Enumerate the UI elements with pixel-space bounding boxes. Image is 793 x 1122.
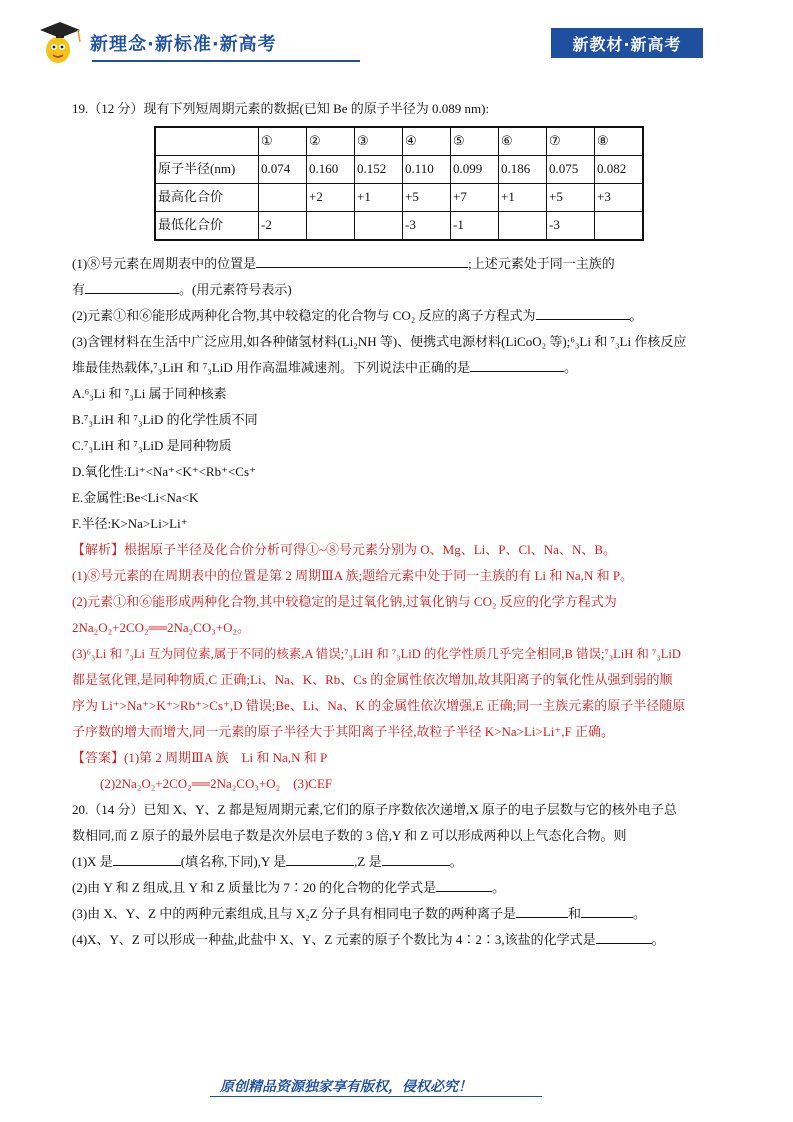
analysis-line: (2)元素①和⑥能形成两种化合物,其中较稳定的是过氧化钠,过氧化钠与 CO₂ 反应的化学方程式为 (72, 594, 617, 609)
q20-stem-cont: 数相同,而 Z 原子的最外层电子数是次外层电子数的 3 倍,Y 和 Z 可以形成两种以上气态化合物。则 (72, 828, 627, 843)
answer-blank[interactable] (113, 850, 181, 866)
q19-part1-text: 有 (72, 282, 86, 297)
q19-part2 (72, 303, 722, 329)
q19-part2-text: 。 (629, 308, 643, 323)
element-data-table (154, 126, 644, 241)
answer-blank[interactable] (536, 304, 630, 320)
q20-part4-text: 。 (651, 932, 665, 947)
table-cell (595, 212, 644, 241)
analysis-line: (3)⁶₃Li 和 ⁷₃Li 互为同位素,属于不同的核素,A 错误;⁷₃LiH 和 ⁷₃LiD 的化学性质几乎完全相同,B 错误;⁷₃LiH 和 ⁷₃LiD (72, 647, 681, 661)
analysis-line: 序为 Li⁺>Na⁺>K⁺>Rb⁺>Cs⁺,D 错误;Be、Li、Na、K 的金属性依次增强,E 正确;同一主族元素的原子半径随原 (72, 698, 686, 713)
q20-stem: 20.（14 分）已知 X、Y、Z 都是短周期元素,它们的原子序数依次递增,X 原子的电子层数与它的核外电子总 (72, 802, 677, 817)
q20-part2-text: (2)由 Y 和 Z 组成,且 Y 和 Z 质量比为 7∶20 的化合物的化学式是 (72, 880, 437, 895)
q20-part1 (72, 849, 722, 875)
option-f: F.半径:K>Na>Li>Li⁺ (72, 516, 188, 531)
q19-part3-text: 。 (564, 360, 578, 375)
q20-part2 (72, 875, 722, 901)
header-badge: 新教材·新高考 (551, 28, 703, 58)
table-cell: 最低化合价 (155, 212, 259, 241)
table-cell: 0.186 (499, 156, 547, 184)
answer-blank[interactable] (256, 252, 468, 268)
table-cell: 0.099 (451, 156, 499, 184)
table-cell (307, 212, 355, 241)
q19-part2-text: (2)元素①和⑥能形成两种化合物,其中较稳定的化合物与 CO₂ 反应的离子方程式为 (72, 308, 536, 323)
answer-blank[interactable] (382, 850, 450, 866)
q20-part2-text: 。 (492, 880, 506, 895)
q20-part3 (72, 901, 722, 927)
table-cell: 0.082 (595, 156, 644, 184)
answer-line: 【答案】(1)第 2 周期ⅢA 族 Li 和 Na,N 和 P (72, 750, 328, 765)
analysis-line: 【解析】根据原子半径及化合价分析可得①~⑧号元素分别为 O、Mg、Li、P、Cl、Na、N、B。 (72, 542, 617, 557)
table-cell (355, 212, 403, 241)
q19-part3-cont (72, 355, 722, 381)
table-cell: +5 (547, 184, 595, 212)
q19-stem: 19.（12 分）现有下列短周期元素的数据(已知 Be 的原子半径为 0.089 nm): (72, 101, 490, 116)
analysis-line: 都是氢化锂,是同种物质,C 正确;Li、Na、K、Rb、Cs 的金属性依次增加,故其阳离子的氧化性从强到弱的顺 (72, 672, 673, 687)
table-cell: 0.160 (307, 156, 355, 184)
q20-part4-text: (4)X、Y、Z 可以形成一种盐,此盐中 X、Y、Z 元素的原子个数比为 4∶2∶3,该盐的化学式是 (72, 932, 596, 947)
table-cell: 0.074 (259, 156, 307, 184)
table-cell: 0.075 (547, 156, 595, 184)
document-body (72, 96, 722, 953)
table-cell: ⑤ (451, 127, 499, 156)
table-header-row (155, 127, 643, 156)
q19-part1-text: 。(用元素符号表示) (179, 282, 292, 297)
answer-blank[interactable] (596, 928, 652, 944)
q19-part1-text: ;上述元素处于同一主族的 (468, 256, 615, 271)
q20-part4 (72, 927, 722, 953)
q19-part3: (3)含锂材料在生活中广泛应用,如各种储氢材料(Li₂NH 等)、便携式电源材料(LiCoO₂ 等);⁶₃Li 和 ⁷₃Li 作核反应 (72, 334, 687, 349)
q20-part3-text: 和 (568, 906, 582, 921)
table-cell: ⑦ (547, 127, 595, 156)
table-cell (155, 127, 259, 156)
answer-blank[interactable] (581, 902, 633, 918)
brand-slogan: 新理念·新标准·新高考 (90, 34, 277, 55)
answer-blank[interactable] (286, 850, 354, 866)
answer-blank[interactable] (436, 876, 492, 892)
table-cell: 最高化合价 (155, 184, 259, 212)
analysis-line: (1)⑧号元素的在周期表中的位置是第 2 周期ⅢA 族;题给元素中处于同一主族的有 Li 和 Na,N 和 P。 (72, 568, 634, 583)
option-e: E.金属性:Be<Li<Na<K (72, 490, 199, 505)
table-cell: -1 (451, 212, 499, 241)
q19-part1-text: (1)⑧号元素在周期表中的位置是 (72, 256, 257, 271)
answer-line: (2)2Na₂O₂+2CO₂══2Na₂CO₃+O₂ (3)CEF (100, 776, 333, 791)
table-cell: ⑥ (499, 127, 547, 156)
table-row (155, 184, 643, 212)
table-cell: ⑧ (595, 127, 644, 156)
answer-blank[interactable] (516, 902, 568, 918)
table-cell: 0.152 (355, 156, 403, 184)
analysis-line: 2Na₂O₂+2CO₂══2Na₂CO₃+O₂。 (72, 620, 250, 635)
table-cell: ④ (403, 127, 451, 156)
table-cell: -2 (259, 212, 307, 241)
table-cell: +5 (403, 184, 451, 212)
mascot-logo-icon (34, 20, 86, 66)
table-row (155, 212, 643, 241)
table-cell: +2 (307, 184, 355, 212)
analysis-line: 子序数的增大而增大,同一元素的原子半径大于其阳离子半径,故粒子半径 K>Na>Li>Li⁺,F 正确。 (72, 724, 614, 739)
table-cell: +1 (355, 184, 403, 212)
table-cell: ③ (355, 127, 403, 156)
q20-part3-text: 。 (633, 906, 647, 921)
header-divider (92, 60, 360, 62)
table-cell: 0.110 (403, 156, 451, 184)
q19-part3-text: 堆最佳热载体,⁷₃LiH 和 ⁷₃LiD 用作高温堆减速剂。下列说法中正确的是 (72, 360, 471, 375)
table-row (155, 156, 643, 184)
table-cell: -3 (547, 212, 595, 241)
table-cell: ② (307, 127, 355, 156)
table-cell: ① (259, 127, 307, 156)
option-a: A.⁶₃Li 和 ⁷₃Li 属于同种核素 (72, 386, 227, 401)
table-cell: -3 (403, 212, 451, 241)
q20-part3-text: (3)由 X、Y、Z 中的两种元素组成,且与 X₂Z 分子具有相同电子数的两种离子是 (72, 906, 516, 921)
table-cell: +7 (451, 184, 499, 212)
table-cell (259, 184, 307, 212)
answer-blank[interactable] (85, 278, 179, 294)
option-d: D.氧化性:Li⁺<Na⁺<K⁺<Rb⁺<Cs⁺ (72, 464, 256, 479)
option-c: C.⁷₃LiH 和 ⁷₃LiD 是同种物质 (72, 438, 232, 453)
header-brand (34, 20, 334, 62)
q20-part1-text: (填名称,下同),Y 是 (180, 854, 287, 869)
q19-part1-cont (72, 277, 722, 303)
q20-part1-text: (1)X 是 (72, 854, 113, 869)
q20-part1-text: ,Z 是 (354, 854, 382, 869)
copyright-footer: 原创精品资源独家享有版权，侵权必究！ (220, 1079, 472, 1095)
table-cell (499, 212, 547, 241)
q19-part1 (72, 251, 722, 277)
footer-divider (210, 1096, 542, 1097)
answer-blank[interactable] (470, 356, 564, 372)
table-cell: +1 (499, 184, 547, 212)
table-cell: 原子半径(nm) (155, 156, 259, 184)
q20-part1-text: 。 (449, 854, 463, 869)
table-cell: +3 (595, 184, 644, 212)
option-b: B.⁷₃LiH 和 ⁷₃LiD 的化学性质不同 (72, 412, 258, 427)
